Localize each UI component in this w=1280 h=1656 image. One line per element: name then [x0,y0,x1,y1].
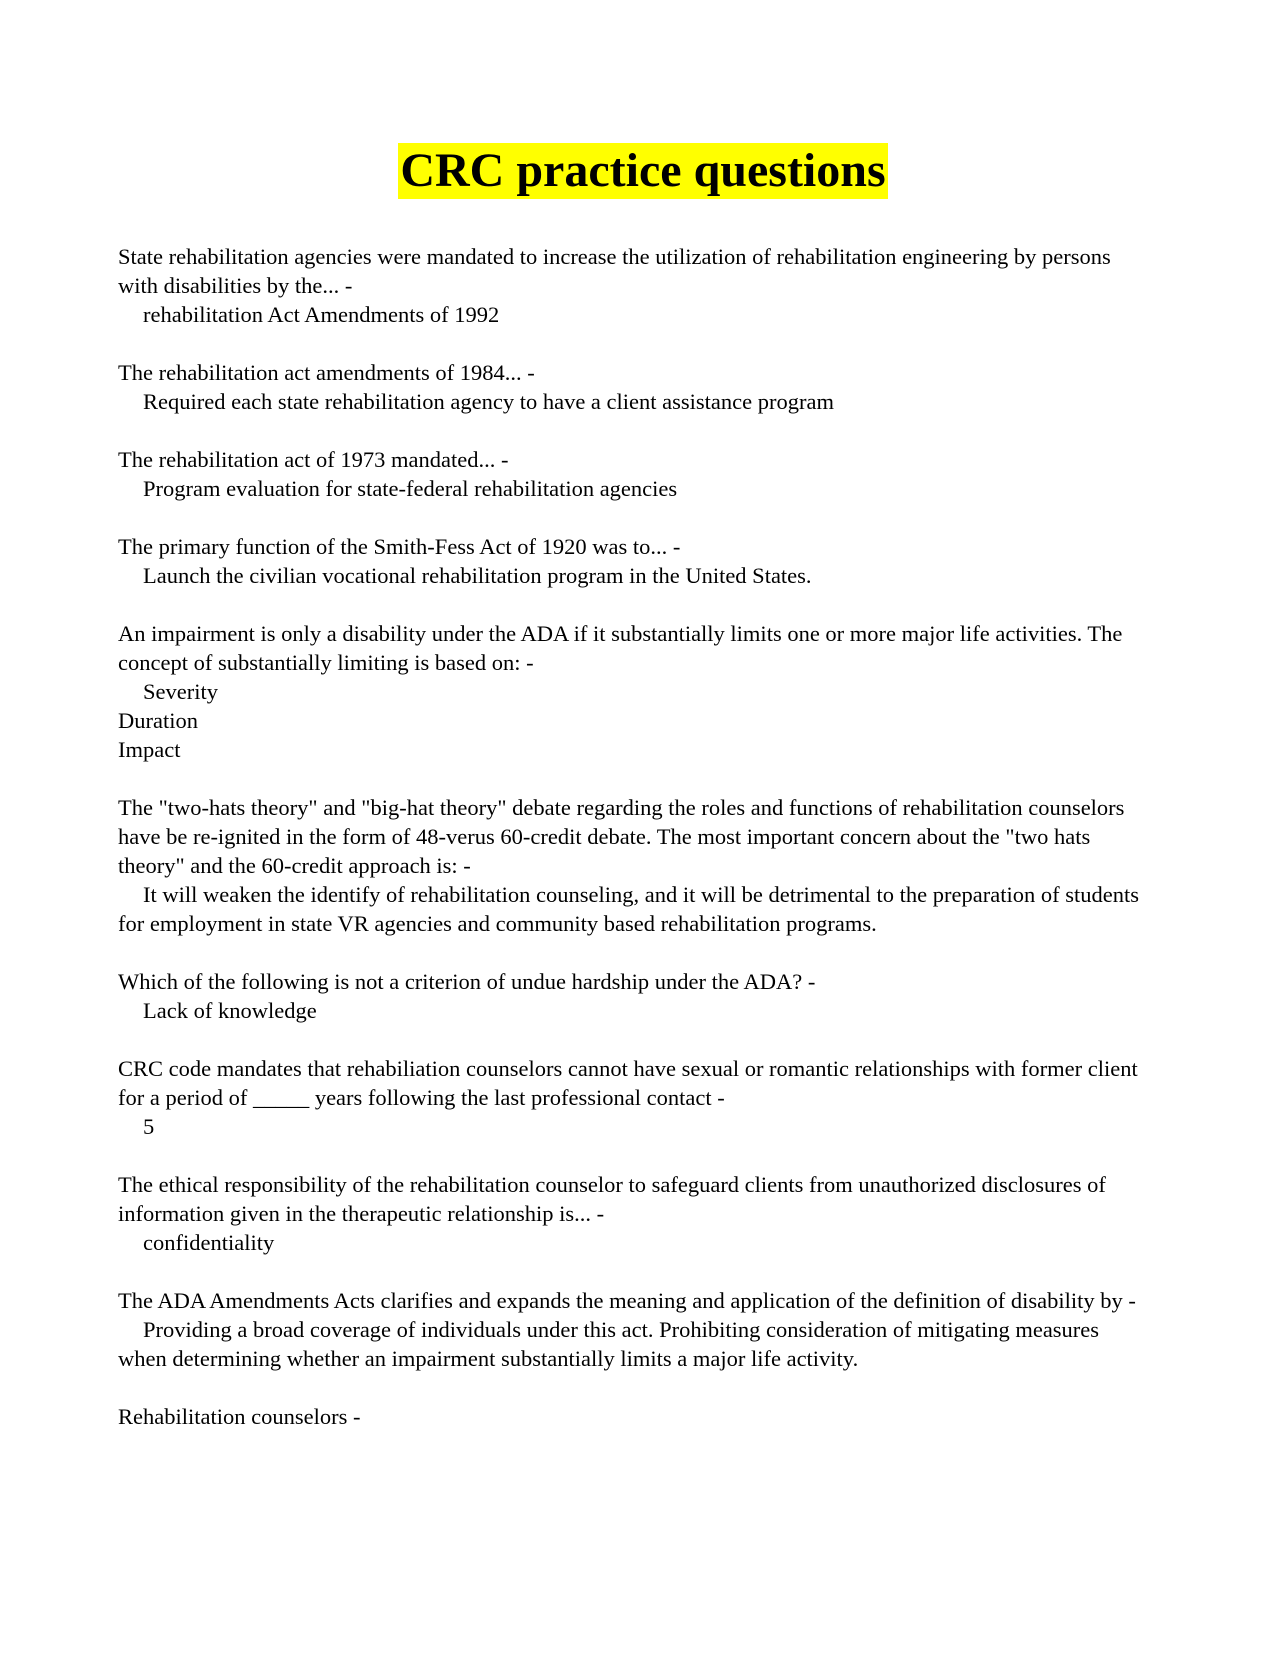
qa-item [118,793,1148,938]
answer-text: Launch the civilian vocational rehabilitation program in the United States. [143,563,812,588]
qa-item [118,1286,1148,1373]
answer-extra-line: Impact [118,737,181,762]
qa-item [118,967,1148,1025]
document-title: CRC practice questions [400,144,886,197]
answer-text: Providing a broad coverage of individuals under this act. Prohibiting consideration of mitigating measures when determining whether an impairment substantially limits a major life activity. [118,1317,1100,1371]
answer-text: Severity [143,679,218,704]
qa-item [118,1402,1148,1431]
title-wrap [0,143,1280,199]
answer-text: rehabilitation Act Amendments of 1992 [143,302,500,327]
qa-item [118,242,1148,329]
question-text: The rehabilitation act amendments of 1984... - [118,360,535,385]
qa-list [118,242,1148,1460]
question-text: The primary function of the Smith-Fess Act of 1920 was to... - [118,534,681,559]
qa-item [118,445,1148,503]
answer-text: 5 [143,1114,155,1139]
question-text: The "two-hats theory" and "big-hat theory" debate regarding the roles and functions of rehabilitation counselors have be re-ignited in the form of 48-verus 60-credit debate. The most important concern about the "two hats theory" and the 60-credit approach is: - [118,795,1125,878]
qa-item [118,358,1148,416]
question-text: Rehabilitation counselors - [118,1404,361,1429]
qa-item [118,1054,1148,1141]
question-text: The ethical responsibility of the rehabilitation counselor to safeguard clients from unauthorized disclosures of information given in the therapeutic relationship is... - [118,1172,1106,1226]
question-text: The rehabilitation act of 1973 mandated... - [118,447,509,472]
qa-item [118,532,1148,590]
answer-extra-line: Duration [118,708,198,733]
answer-text: Program evaluation for state-federal rehabilitation agencies [143,476,678,501]
question-text: CRC code mandates that rehabiliation counselors cannot have sexual or romantic relationships with former client for a period of _____ years following the last professional contact - [118,1056,1138,1110]
question-text: The ADA Amendments Acts clarifies and expands the meaning and application of the definition of disability by - [118,1288,1136,1313]
qa-item [118,619,1148,764]
qa-item [118,1170,1148,1257]
question-text: Which of the following is not a criterion of undue hardship under the ADA? - [118,969,816,994]
question-text: An impairment is only a disability under the ADA if it substantially limits one or more major life activities. The concept of substantially limiting is based on: - [118,621,1123,675]
answer-text: Required each state rehabilitation agency to have a client assistance program [143,389,834,414]
answer-text: Lack of knowledge [143,998,317,1023]
answer-text: It will weaken the identify of rehabilitation counseling, and it will be detrimental to the preparation of students for employment in state VR agencies and community based rehabilitation programs. [118,882,1139,936]
question-text: State rehabilitation agencies were mandated to increase the utilization of rehabilitation engineering by persons with disabilities by the... - [118,244,1111,298]
answer-text: confidentiality [143,1230,275,1255]
